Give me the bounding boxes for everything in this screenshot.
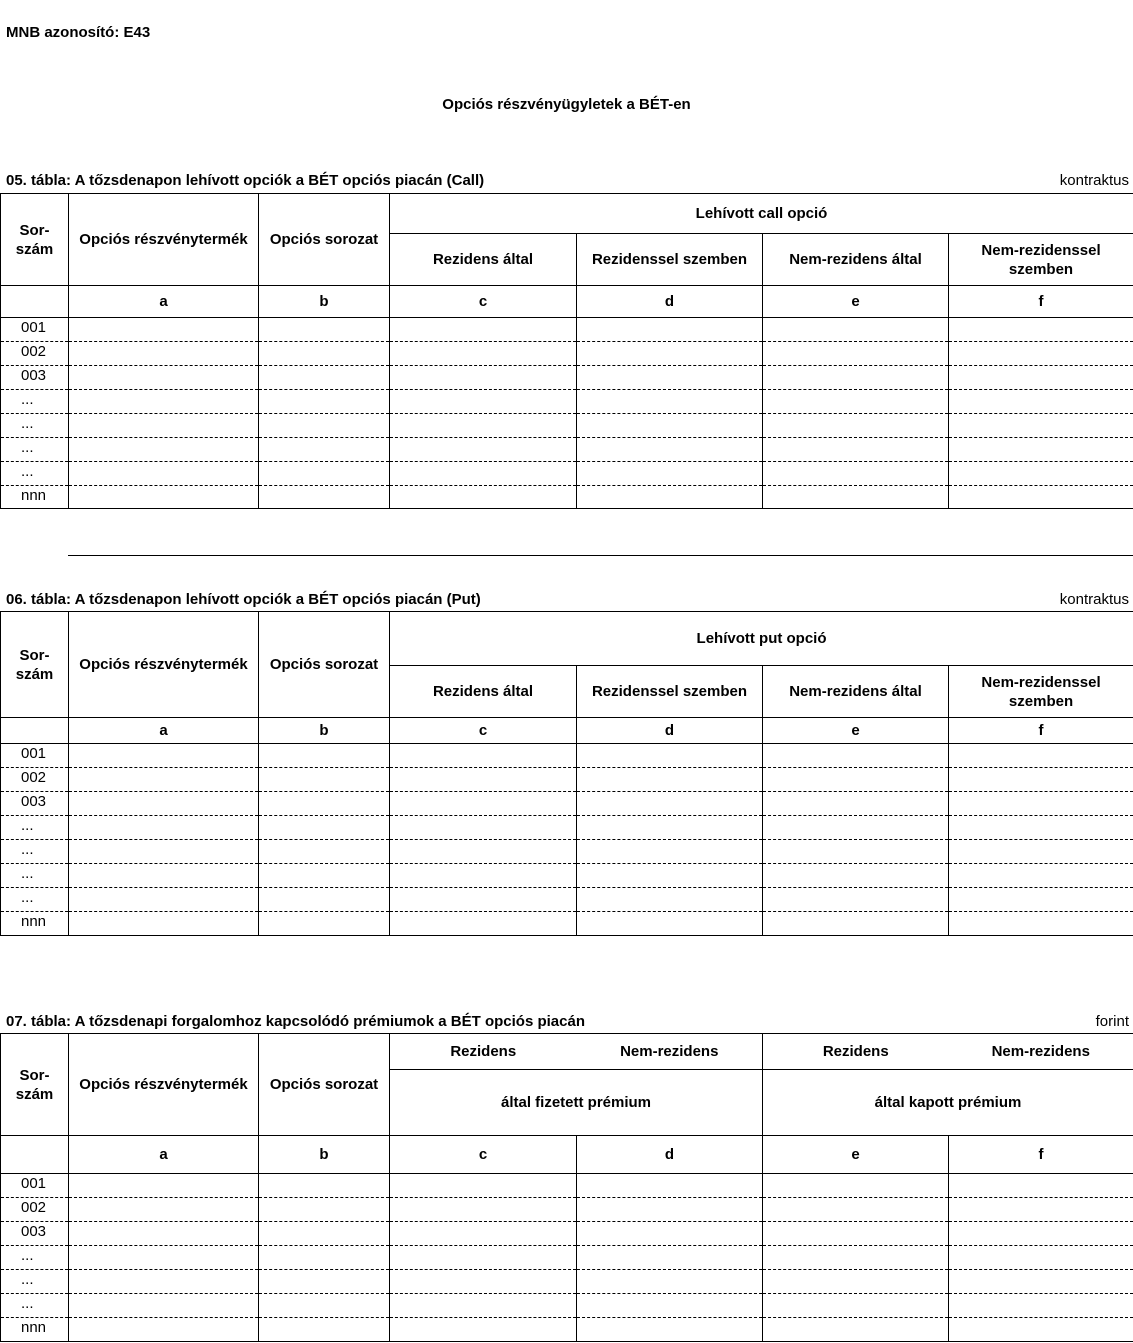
row-number: 003	[1, 1222, 69, 1246]
table-cell[interactable]	[69, 912, 259, 936]
table-cell[interactable]	[69, 1270, 259, 1294]
table-cell[interactable]	[763, 414, 949, 438]
table-cell[interactable]	[259, 744, 390, 768]
table-cell[interactable]	[763, 816, 949, 840]
table-cell[interactable]	[577, 1174, 763, 1198]
table-cell[interactable]	[259, 438, 390, 462]
table-cell[interactable]	[69, 366, 259, 390]
table-cell[interactable]	[259, 1222, 390, 1246]
row-number: ...	[1, 840, 69, 864]
table-cell[interactable]	[763, 1222, 949, 1246]
table-cell[interactable]	[763, 438, 949, 462]
table-cell[interactable]	[390, 1318, 577, 1342]
table-cell[interactable]	[259, 768, 390, 792]
table07-letter-c: c	[390, 1136, 577, 1174]
table05-col-e-header: Nem-rezidens által	[763, 234, 949, 286]
table-cell[interactable]	[763, 1246, 949, 1270]
row-number: ...	[1, 1294, 69, 1318]
row-number: ...	[1, 864, 69, 888]
table-cell[interactable]	[763, 1318, 949, 1342]
table-cell[interactable]	[577, 912, 763, 936]
table-cell[interactable]	[69, 1222, 259, 1246]
table-row	[1, 840, 1133, 864]
table-cell[interactable]	[577, 1318, 763, 1342]
table-cell[interactable]	[69, 888, 259, 912]
table-cell[interactable]	[763, 390, 949, 414]
table-cell[interactable]	[259, 1246, 390, 1270]
row-number: ...	[1, 414, 69, 438]
row-number: nnn	[1, 912, 69, 936]
table07-col-b-header: Opciós sorozat	[259, 1034, 390, 1136]
table-cell[interactable]	[259, 1270, 390, 1294]
table-row	[1, 1270, 1133, 1294]
table-cell[interactable]	[69, 816, 259, 840]
table05-letter-e: e	[763, 286, 949, 318]
table-cell[interactable]	[949, 864, 1133, 888]
table-row	[1, 888, 1133, 912]
table-cell[interactable]	[949, 390, 1133, 414]
table-row	[1, 486, 1133, 509]
table-cell[interactable]	[949, 744, 1133, 768]
table-cell[interactable]	[69, 486, 259, 509]
table-cell[interactable]	[390, 1174, 577, 1198]
table-cell[interactable]	[390, 840, 577, 864]
table-row	[1, 792, 1133, 816]
section-divider	[68, 555, 1133, 556]
row-number: ...	[1, 816, 69, 840]
table-cell[interactable]	[763, 462, 949, 486]
table-cell[interactable]	[69, 414, 259, 438]
table-cell[interactable]	[763, 1294, 949, 1318]
table-cell[interactable]	[577, 792, 763, 816]
table06-unit: kontraktus	[1059, 591, 1129, 608]
table-cell[interactable]	[390, 414, 577, 438]
row-number: 001	[1, 744, 69, 768]
table-cell[interactable]	[577, 414, 763, 438]
table-cell[interactable]	[949, 438, 1133, 462]
table-cell[interactable]	[259, 912, 390, 936]
table-cell[interactable]	[390, 1294, 577, 1318]
table-row	[1, 1174, 1133, 1198]
table-cell[interactable]	[69, 792, 259, 816]
table-cell[interactable]	[390, 1246, 577, 1270]
table-cell[interactable]	[390, 342, 577, 366]
document-title: Opciós részvényügyletek a BÉT-en	[442, 96, 691, 113]
table-cell[interactable]	[949, 414, 1133, 438]
table06-letter-f: f	[949, 718, 1133, 744]
table-cell[interactable]	[949, 888, 1133, 912]
table-cell[interactable]	[69, 462, 259, 486]
table-cell[interactable]	[69, 1174, 259, 1198]
table06-col-e-header: Nem-rezidens által	[763, 666, 949, 718]
table07-letter-d: d	[577, 1136, 763, 1174]
row-number: ...	[1, 462, 69, 486]
table05-col-f-header: Nem-rezidenssel szemben	[949, 234, 1133, 286]
mnb-id: MNB azonosító: E43	[6, 24, 151, 41]
table05-col-b-header: Opciós sorozat	[259, 194, 390, 286]
table06-letter-e: e	[763, 718, 949, 744]
table-row	[1, 1222, 1133, 1246]
row-number: nnn	[1, 1318, 69, 1342]
table-cell[interactable]	[763, 486, 949, 509]
table-cell[interactable]	[949, 318, 1133, 342]
table-row	[1, 768, 1133, 792]
table-row	[1, 864, 1133, 888]
table-cell[interactable]	[259, 888, 390, 912]
row-number: 003	[1, 792, 69, 816]
table07-received-header: által kapott prémium	[763, 1070, 1133, 1136]
table06-col-d-header: Rezidenssel szemben	[577, 666, 763, 718]
table-cell[interactable]	[949, 1318, 1133, 1342]
table-cell[interactable]	[577, 1198, 763, 1222]
table-cell[interactable]	[69, 840, 259, 864]
table-cell[interactable]	[69, 768, 259, 792]
table-cell[interactable]	[390, 912, 577, 936]
table-row	[1, 462, 1133, 486]
table-cell[interactable]	[390, 462, 577, 486]
table-cell[interactable]	[390, 438, 577, 462]
table-cell[interactable]	[259, 366, 390, 390]
table-cell[interactable]	[763, 1198, 949, 1222]
table05-col-a-header: Opciós részvénytermék	[69, 194, 259, 286]
table-cell[interactable]	[69, 1318, 259, 1342]
table-cell[interactable]	[577, 390, 763, 414]
table-cell[interactable]	[763, 1270, 949, 1294]
table05-col-d-header: Rezidenssel szemben	[577, 234, 763, 286]
table-row	[1, 390, 1133, 414]
table-cell[interactable]	[949, 1270, 1133, 1294]
table07-paid-header: által fizetett prémium	[390, 1070, 763, 1136]
row-number: 001	[1, 1174, 69, 1198]
table07-col-f-top: Nem-rezidens	[949, 1034, 1133, 1070]
table06-letter-b: b	[259, 718, 390, 744]
table05-sorszam-header: Sor-szám	[1, 194, 69, 286]
table-cell[interactable]	[949, 462, 1133, 486]
table07-letter-a: a	[69, 1136, 259, 1174]
table-cell[interactable]	[259, 462, 390, 486]
table-cell[interactable]	[577, 1294, 763, 1318]
table05-group-header: Lehívott call opció	[390, 194, 1133, 234]
table07-unit: forint	[1095, 1013, 1129, 1030]
table06-letter-c: c	[390, 718, 577, 744]
table-cell[interactable]	[69, 744, 259, 768]
table-cell[interactable]	[577, 366, 763, 390]
table-cell[interactable]	[390, 744, 577, 768]
row-number: ...	[1, 1270, 69, 1294]
table-cell[interactable]	[390, 486, 577, 509]
table-row	[1, 438, 1133, 462]
row-number: 003	[1, 366, 69, 390]
row-number: 002	[1, 1198, 69, 1222]
table07-col-c-top: Rezidens	[390, 1034, 577, 1070]
table-cell[interactable]	[949, 840, 1133, 864]
table06-letter-a: a	[69, 718, 259, 744]
table07-letter-f: f	[949, 1136, 1133, 1174]
table-cell[interactable]	[259, 1174, 390, 1198]
table06-title: 06. tábla: A tőzsdenapon lehívott opciók a BÉT opciós piacán (Put)	[6, 591, 481, 608]
table-cell[interactable]	[949, 912, 1133, 936]
table07-col-e-top: Rezidens	[763, 1034, 949, 1070]
table-row	[1, 318, 1133, 342]
table-cell[interactable]	[259, 414, 390, 438]
table-row	[1, 1318, 1133, 1342]
row-number: ...	[1, 438, 69, 462]
table-cell[interactable]	[259, 816, 390, 840]
table06-letter-empty	[1, 718, 69, 744]
table-cell[interactable]	[763, 864, 949, 888]
row-number: nnn	[1, 486, 69, 509]
table-cell[interactable]	[390, 792, 577, 816]
table-cell[interactable]	[577, 462, 763, 486]
table-cell[interactable]	[763, 366, 949, 390]
table-row	[1, 744, 1133, 768]
table-cell[interactable]	[259, 1198, 390, 1222]
table-cell[interactable]	[949, 768, 1133, 792]
table07-letter-b: b	[259, 1136, 390, 1174]
table06-col-c-header: Rezidens által	[390, 666, 577, 718]
table-cell[interactable]	[577, 486, 763, 509]
table-row	[1, 1294, 1133, 1318]
table-cell[interactable]	[390, 318, 577, 342]
table06-col-f-header: Nem-rezidenssel szemben	[949, 666, 1133, 718]
table05-title: 05. tábla: A tőzsdenapon lehívott opciók a BÉT opciós piacán (Call)	[6, 172, 485, 189]
table-cell[interactable]	[69, 438, 259, 462]
table-cell[interactable]	[69, 342, 259, 366]
table-cell[interactable]	[763, 318, 949, 342]
table-cell[interactable]	[390, 1222, 577, 1246]
row-number: ...	[1, 390, 69, 414]
table-row	[1, 366, 1133, 390]
table-cell[interactable]	[577, 888, 763, 912]
table-cell[interactable]	[949, 1198, 1133, 1222]
table-cell[interactable]	[949, 342, 1133, 366]
table-cell[interactable]	[577, 1246, 763, 1270]
table-cell[interactable]	[577, 816, 763, 840]
row-number: ...	[1, 1246, 69, 1270]
table-cell[interactable]	[259, 390, 390, 414]
row-number: 002	[1, 342, 69, 366]
table06	[0, 611, 1133, 936]
table-cell[interactable]	[69, 1294, 259, 1318]
table06-col-a-header: Opciós részvénytermék	[69, 612, 259, 718]
row-number: 002	[1, 768, 69, 792]
table-cell[interactable]	[390, 1198, 577, 1222]
table-cell[interactable]	[69, 1246, 259, 1270]
table-cell[interactable]	[949, 366, 1133, 390]
table07-letter-empty	[1, 1136, 69, 1174]
table-cell[interactable]	[577, 864, 763, 888]
table-cell[interactable]	[949, 1246, 1133, 1270]
table07-col-d-top: Nem-rezidens	[577, 1034, 763, 1070]
table-cell[interactable]	[390, 888, 577, 912]
table-cell[interactable]	[763, 744, 949, 768]
table-cell[interactable]	[763, 1174, 949, 1198]
table-row	[1, 342, 1133, 366]
table05-letter-empty	[1, 286, 69, 318]
table-cell[interactable]	[577, 438, 763, 462]
table-cell[interactable]	[763, 342, 949, 366]
table-cell[interactable]	[259, 792, 390, 816]
table-cell[interactable]	[949, 792, 1133, 816]
table-cell[interactable]	[949, 1222, 1133, 1246]
table-row	[1, 912, 1133, 936]
table07-col-a-header: Opciós részvénytermék	[69, 1034, 259, 1136]
table-cell[interactable]	[259, 1294, 390, 1318]
table-cell[interactable]	[763, 792, 949, 816]
table-cell[interactable]	[390, 366, 577, 390]
table-cell[interactable]	[577, 1270, 763, 1294]
table-cell[interactable]	[259, 342, 390, 366]
table-cell[interactable]	[763, 768, 949, 792]
table05-letter-d: d	[577, 286, 763, 318]
table-cell[interactable]	[949, 1174, 1133, 1198]
table-cell[interactable]	[259, 1318, 390, 1342]
table-cell[interactable]	[69, 318, 259, 342]
table-cell[interactable]	[949, 1294, 1133, 1318]
table-cell[interactable]	[69, 390, 259, 414]
table05	[0, 193, 1133, 509]
table05-letter-c: c	[390, 286, 577, 318]
table07	[0, 1033, 1133, 1342]
table05-col-c-header: Rezidens által	[390, 234, 577, 286]
row-number: 001	[1, 318, 69, 342]
table-cell[interactable]	[390, 768, 577, 792]
table05-letter-b: b	[259, 286, 390, 318]
table-cell[interactable]	[763, 888, 949, 912]
table-row	[1, 1246, 1133, 1270]
table07-title: 07. tábla: A tőzsdenapi forgalomhoz kapcsolódó prémiumok a BÉT opciós piacán	[6, 1013, 585, 1030]
table06-sorszam-header: Sor-szám	[1, 612, 69, 718]
table05-letter-a: a	[69, 286, 259, 318]
table-cell[interactable]	[69, 1198, 259, 1222]
table-cell[interactable]	[259, 840, 390, 864]
table-cell[interactable]	[259, 864, 390, 888]
table-cell[interactable]	[390, 864, 577, 888]
table-row	[1, 1198, 1133, 1222]
table-cell[interactable]	[390, 390, 577, 414]
table-cell[interactable]	[577, 768, 763, 792]
table-cell[interactable]	[949, 816, 1133, 840]
row-number: ...	[1, 888, 69, 912]
table-cell[interactable]	[390, 1270, 577, 1294]
table-cell[interactable]	[577, 342, 763, 366]
table-row	[1, 414, 1133, 438]
table-cell[interactable]	[390, 816, 577, 840]
table05-letter-f: f	[949, 286, 1133, 318]
table-cell[interactable]	[763, 840, 949, 864]
table-cell[interactable]	[69, 864, 259, 888]
table06-group-header: Lehívott put opció	[390, 612, 1133, 666]
table-cell[interactable]	[577, 318, 763, 342]
table-cell[interactable]	[949, 486, 1133, 509]
table-row	[1, 816, 1133, 840]
table-cell[interactable]	[577, 1222, 763, 1246]
table07-letter-e: e	[763, 1136, 949, 1174]
table-cell[interactable]	[577, 744, 763, 768]
table-cell[interactable]	[259, 318, 390, 342]
table-cell[interactable]	[577, 840, 763, 864]
table06-letter-d: d	[577, 718, 763, 744]
table07-sorszam-header: Sor-szám	[1, 1034, 69, 1136]
table-cell[interactable]	[259, 486, 390, 509]
table05-unit: kontraktus	[1059, 172, 1129, 189]
table-cell[interactable]	[763, 912, 949, 936]
table06-col-b-header: Opciós sorozat	[259, 612, 390, 718]
